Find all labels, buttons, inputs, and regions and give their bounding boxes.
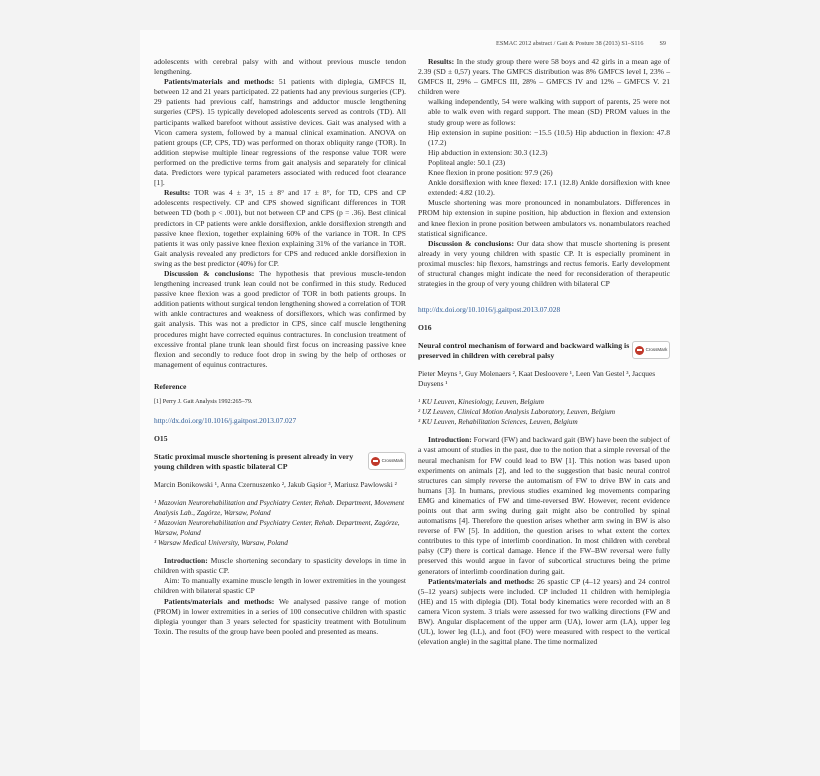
intro-text: Muscle shortening secondary to spasticity develops in time in children with spastic CP. — [154, 556, 406, 576]
crossmark-label: CrossMark — [381, 458, 404, 464]
results-heading-2: Results: — [428, 57, 455, 66]
abstract-title-block-2 — [418, 341, 670, 361]
discussion-text: The hypothesis that previous muscle-tendon lengthening increased trunk lean could not be confirmed in this study. Reduced passive knee flexion was a good predictor of TOR in both patients groups. In addition patients without surgical tendon lengthening showed a correlation of TOR with ankle contractures and weakness of dorsiflexors, which was confirmed by gait analysis. This was not a predictor in CPS, since calf muscle lengthening procedures might have corrected equinus contractures. In conclusion treatment of excessive frontal plane trunk lean should first focus on increasing passive knee flexion and secondly to reduce foot drop in swing by the help of orthoses or management of equinus contractures. — [154, 268, 406, 369]
pm-paragraph — [154, 597, 406, 637]
doi-link-2[interactable]: http://dx.doi.org/10.1016/j.gaitpost.2013.07.028 — [418, 305, 561, 315]
abstract-id-2: O16 — [418, 323, 432, 333]
affiliation-2-2: ² UZ Leuven, Clinical Motion Analysis Laboratory, Leuven, Belgium — [418, 408, 616, 417]
pm-paragraph-2 — [418, 577, 670, 648]
intro-heading-2: Introduction: — [428, 435, 472, 445]
results-paragraph-2 — [418, 57, 670, 97]
methods-text: 51 patients with diplegia, GMFCS II, between 12 and 21 years participated. 22 patients had any previous surgeries (CP). 29 patients had previous calf, hamstrings and adductor muscle lengthening surgeries (CPS). 15 typically developed adolescents served as controls (TD). All participants walked barefoot without assistive devices. Gait was analysed with a Vicon camera system, followed by a manual clinical examination. ANOVA on patient groups (CP, CPS, TD) was performed on thorax obliquity range (TOR). In addition stepwise multiple linear regressions of the response value TOR were performed on the predictive terms from gait analysis and separately for clinical data. Predictors were typical parameters associated with reduced foot clearance [1]. — [154, 77, 406, 188]
crossmark-label-2: CrossMark — [645, 347, 668, 353]
left-column — [154, 57, 406, 637]
affiliation-1: ¹ Mazovian Neurorehabilitation and Psychiatry Center, Rehab. Department, Movement Analysis Lab., Zagórze, Warsaw, Poland — [154, 499, 405, 518]
doi-link[interactable]: http://dx.doi.org/10.1016/j.gaitpost.2013.07.027 — [154, 416, 297, 425]
crossmark-badge-icon — [371, 457, 380, 466]
crossmark-icon[interactable] — [368, 452, 406, 470]
shortening-paragraph: Muscle shortening was more pronounced in nonambulators. Differences in PROM hip extension in supine position, hip abduction in flexion and extension and knee flexion in prone position between ambulators vs. nonambulators reached statistical significance. — [418, 198, 670, 238]
measure-4: Knee flexion in prone position: 97.9 (26) — [428, 168, 553, 178]
running-header — [496, 40, 666, 47]
reference-heading: Reference — [154, 381, 187, 391]
continued-text: adolescents with cerebral palsy with and without previous muscle tendon lengthening. — [154, 57, 406, 77]
results-paragraph — [154, 188, 406, 269]
crossmark-badge-icon-2 — [635, 346, 644, 355]
abstract-title-block — [154, 452, 406, 472]
intro-paragraph-2 — [418, 435, 670, 576]
measure-5: Ankle dorsiflexion with knee flexed: 17.1 (12.8) Ankle dorsiflexion with knee extended: 4.82 (10.2). — [428, 178, 670, 198]
abstract-title-2: Neural control mechanism of forward and backward walking is preserved in children with cerebral palsy — [418, 341, 630, 361]
discussion-paragraph-2 — [418, 239, 670, 289]
author-list: Marcin Bonikowski ¹, Anna Czernuszenko ², Jakub Gąsior ³, Mariusz Pawlowski ² — [154, 480, 397, 490]
intro-heading: Introduction: — [164, 556, 208, 566]
journal-citation: ESMAC 2012 abstract / Gait & Posture 38 (2013) S1–S116 — [496, 40, 644, 47]
page-number: S9 — [659, 40, 666, 47]
measure-3: Popliteal angle: 50.1 (23) — [428, 157, 506, 167]
results-continued: walking independently, 54 were walking with support of parents, 25 were not able to walk even with regard support. The mean (SD) PROM values in the study group were as follows: — [428, 97, 670, 127]
crossmark-icon-2[interactable] — [632, 341, 670, 359]
journal-page — [140, 30, 680, 750]
abstract-title: Static proximal muscle shortening is present already in very young children with spastic bilateral CP — [154, 452, 354, 472]
affiliation-2-3: ³ KU Leuven, Rehabilitation Sciences, Leuven, Belgium — [418, 418, 578, 427]
results-heading: Results: — [164, 188, 191, 198]
pm-heading-2: Patients/materials and methods: — [428, 576, 535, 586]
reference-item: [1] Perry J. Gait Analysis 1992:265–79. — [154, 398, 253, 405]
right-column — [418, 57, 670, 647]
measure-2: Hip abduction in extension: 30.3 (12.3) — [428, 147, 548, 157]
results-text: TOR was 4 ± 3°, 15 ± 8° and 17 ± 8°, for TD, CPS and CP adolescents respectively. CP and CPS showed significant differences in TOR between TD (both p < .001), but not between CP and CPS (p = .36). Best clinical predictors in CP patients were ankle dorsiflexion, ankle dorsiflexion strength and passive knee flexion, together explaining 60% of the variance in TOR. In CPS patients it was only passive knee flexion explaining 31% of the variance in TOR. Gait analysis revealed any predictors for CPS and reduced ankle dorsiflexion in swing as the best predictor (40%) for CP. — [154, 188, 406, 268]
affiliation-3: ³ Warsaw Medical University, Warsaw, Poland — [154, 539, 288, 548]
discussion-heading: Discussion & conclusions: — [164, 268, 255, 278]
affiliation-2: ² Mazovian Neurorehabilitation and Psychiatry Center, Rehab. Department, Zagórze, Warsaw, Poland — [154, 519, 400, 538]
intro-text-2: Forward (FW) and backward gait (BW) have been the subject of a vast amount of studies in the past, due to the notion that a simple reversal of the neural mechanism for FW could lead to BW [1]. This notion was based upon experiments on animals [2], and led to the suggestion that basic neural control structures can simply reverse the automatism of FW to drive BW in cats and humans [3]. In humans, previous studies examined leg movements comparing EMG and kinematics of FW and time-reversed BW. However, recent evidence points out that arm swing during gait might also be controlled by spinal automatisms [4]. Therefore the question arises whether arm swing in BW is also reverse of FW [5]. In addition, the question arises to what extent the cortex contributes to this type of interlimb coordination. In most children with cerebral palsy (CP) there is cortical damage. Hence if the FW–BW reversal were fully preserved this would argue in favor of subcortical structures being the prime generators of interlimb coordination during gait. — [418, 435, 670, 576]
discussion-paragraph — [154, 269, 406, 370]
discussion-text-2: Our data show that muscle shortening is present already in very young children with spastic CP. It is especially prominent in proximal muscles: hip flexors, hamstrings and rectus femoris. Early development of structural changes might indicate the need for reconsideration of therapeutic strategies in the group of very young children with bilateral CP — [418, 238, 670, 289]
pm-heading: Patients/materials and methods: — [164, 596, 275, 606]
abstract-id: O15 — [154, 434, 168, 444]
affiliation-2-1: ¹ KU Leuven, Kinesiology, Leuven, Belgium — [418, 398, 544, 407]
methods-paragraph — [154, 77, 406, 188]
affiliations-2 — [418, 397, 670, 427]
methods-heading: Patients/materials and methods: — [164, 77, 275, 87]
author-list-2: Pieter Meyns ¹, Guy Molenaers ², Kaat Desloovere ¹, Leen Van Gestel ³, Jacques Duysens ¹ — [418, 369, 656, 389]
measure-1: Hip extension in supine position: −15.5 (10.5) Hip abduction in flexion: 47.8 (17.2) — [428, 127, 670, 147]
aim-paragraph: Aim: To manually examine muscle length in lower extremities in the youngest children with bilateral spastic CP — [154, 576, 406, 596]
pm-text-2: 26 spastic CP (4–12 years) and 24 control (5–12 years) subjects were included. CP included 11 children with hemiplegia (HE) and 15 with diplegia (DI). Total body kinematics were recorded with an 8 camera Vicon system. 3 trials were assessed for two walking directions (FW and BW). Angular displacement of the upper arm (UA), lower arm (LA), upper leg (UL), lower leg (LL), and foot (FO) were measured with respect to the vertical (elevation angle) in the sagittal plane. The time normalized — [418, 576, 670, 647]
results-text-2: In the study group there were 58 boys and 42 girls in a mean age of 2.39 (SD ± 0,57) years. The GMFCS distribution was 8% GMFCS level I, 23% – GMFCS II, 29% – GMFCS III, 28% – GMFCS IV and 12% – GMFCS V. 21 children were — [418, 57, 670, 97]
pm-text: We analysed passive range of motion (PROM) in lower extremities in a series of 100 consecutive children with spastic diplegia younger than 3 years selected for spasticity treatment with Botulinum Toxin. The results of the group have been pooled and presented as means. — [154, 596, 406, 636]
discussion-heading-2: Discussion & conclusions: — [428, 238, 515, 248]
intro-paragraph — [154, 556, 406, 576]
affiliations — [154, 498, 406, 548]
